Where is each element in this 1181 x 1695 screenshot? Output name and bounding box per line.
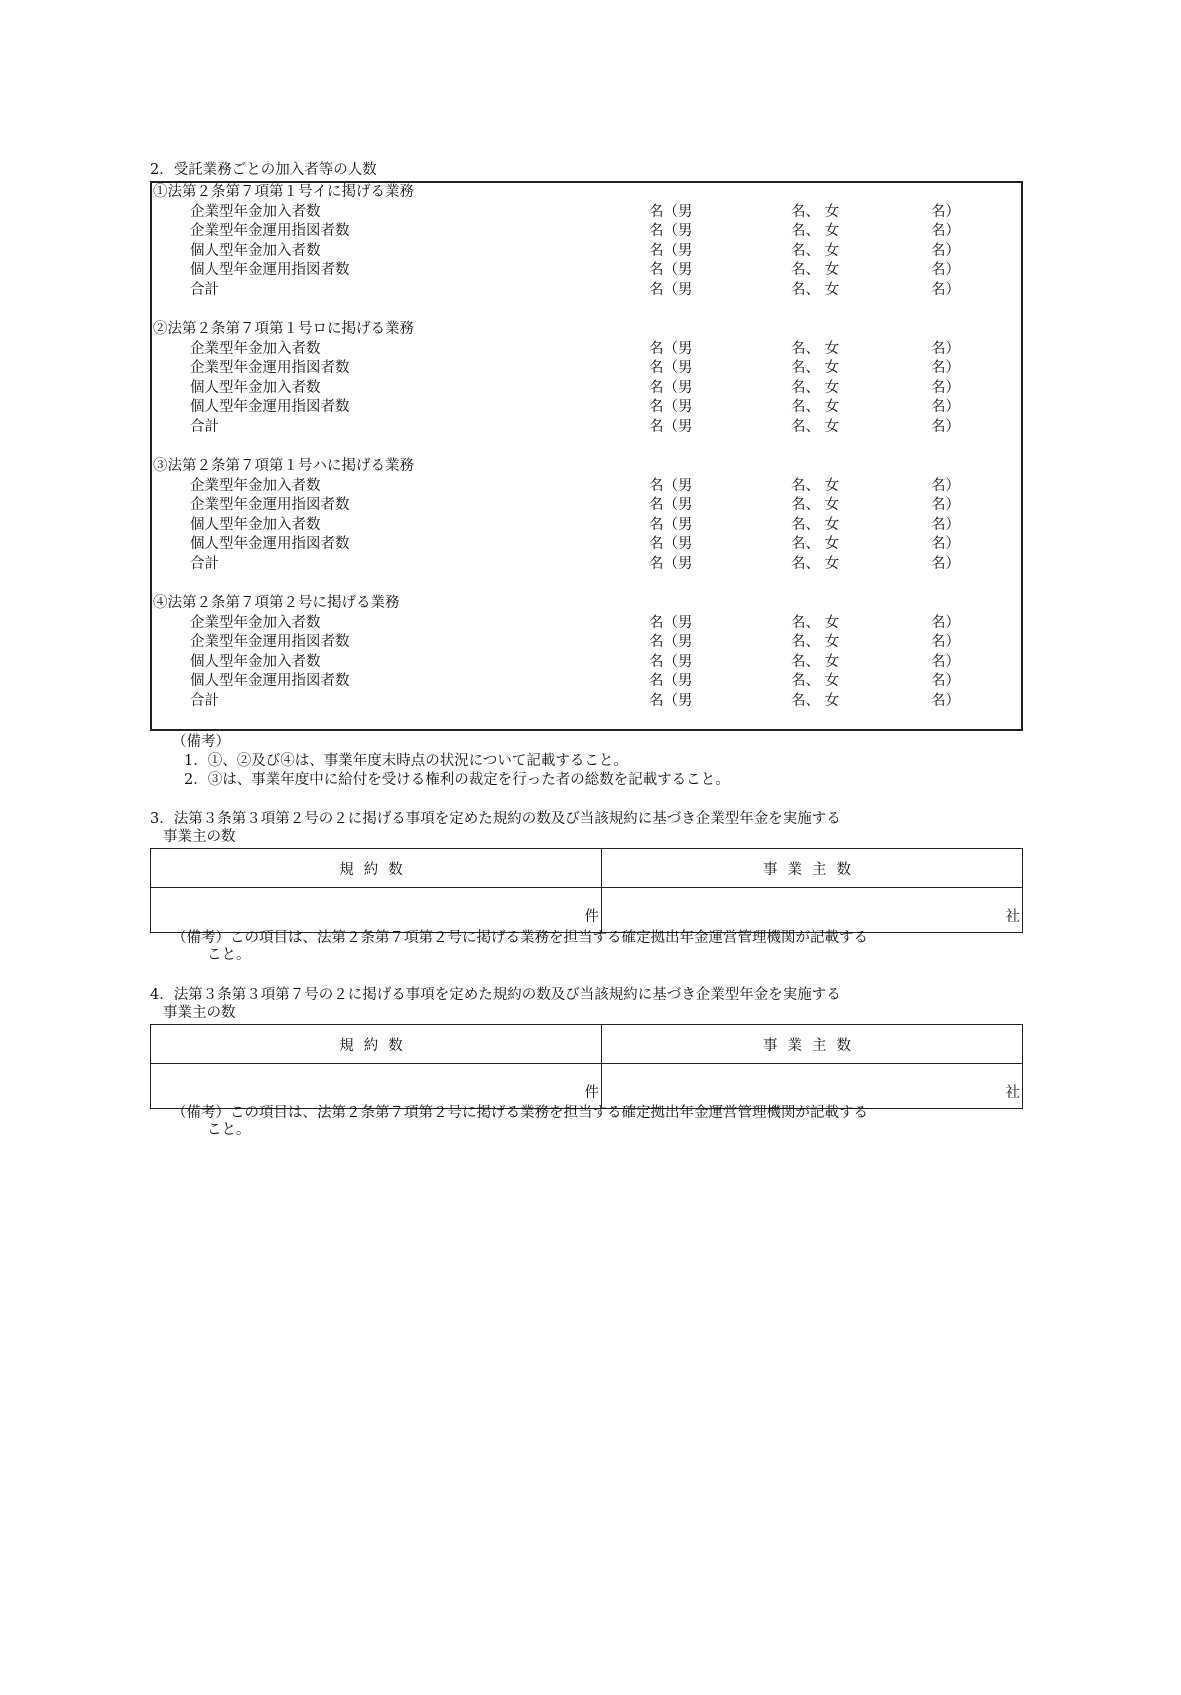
total-count-field[interactable]: 名（男 (649, 379, 693, 396)
total-count-field[interactable]: 名（男 (649, 653, 693, 670)
male-count-field[interactable]: 名、 女 (791, 340, 840, 357)
count-row (152, 496, 1021, 516)
count-row (152, 261, 1021, 281)
male-count-field[interactable]: 名、 女 (791, 419, 840, 435)
count-row (152, 653, 1021, 673)
count-row (152, 340, 1021, 360)
row-label: 個人型年金運用指図者数 (190, 399, 350, 416)
male-count-field[interactable]: 名、 女 (791, 223, 840, 240)
count-row (152, 379, 1021, 399)
section4-heading-cont: 事業主の数 (163, 1005, 236, 1021)
col-kiyaku-count: 規約数 (151, 1025, 602, 1064)
col-kiyaku-count: 規約数 (151, 849, 602, 888)
female-count-field[interactable]: 名） (931, 536, 960, 553)
total-count-field[interactable]: 名（男 (649, 536, 693, 553)
female-count-field[interactable]: 名） (931, 399, 960, 416)
female-count-field[interactable]: 名） (931, 419, 960, 435)
count-row (152, 633, 1021, 653)
total-count-field[interactable]: 名（男 (649, 673, 693, 690)
male-count-field[interactable]: 名、 女 (791, 282, 840, 298)
section4-note: （備考）この項目は、法第２条第７項第２号に掲げる業務を担当する確定拠出年金運営管理機関が記載する (172, 1105, 868, 1121)
count-row (152, 398, 1021, 418)
total-count-field[interactable]: 名（男 (649, 497, 693, 514)
count-row (152, 359, 1021, 379)
note-2: 2．③は、事業年度中に給付を受ける権利の裁定を行った者の総数を記載すること。 (184, 772, 730, 788)
male-count-field[interactable]: 名、 女 (791, 379, 840, 396)
male-count-field[interactable]: 名、 女 (791, 262, 840, 279)
total-count-field[interactable]: 名（男 (649, 399, 693, 416)
male-count-field[interactable]: 名、 女 (791, 614, 840, 631)
row-label: 合計 (190, 693, 219, 709)
male-count-field[interactable]: 名、 女 (791, 516, 840, 533)
male-count-field[interactable]: 名、 女 (791, 556, 840, 572)
count-row (152, 203, 1021, 223)
total-count-field[interactable]: 名（男 (649, 477, 693, 494)
count-row (152, 477, 1021, 497)
total-count-field[interactable]: 名（男 (649, 360, 693, 377)
total-count-field[interactable]: 名（男 (649, 262, 693, 279)
row-label: 合計 (190, 282, 219, 298)
total-count-field[interactable]: 名（男 (649, 203, 693, 220)
female-count-field[interactable]: 名） (931, 673, 960, 690)
row-label: 企業型年金加入者数 (190, 340, 321, 357)
row-label: 企業型年金運用指図者数 (190, 360, 350, 377)
male-count-field[interactable]: 名、 女 (791, 203, 840, 220)
female-count-field[interactable]: 名） (931, 379, 960, 396)
col-employer-count: 事業主数 (602, 1025, 1023, 1064)
count-row (152, 555, 1021, 575)
section4-note-cont: こと。 (207, 1122, 251, 1138)
female-count-field[interactable]: 名） (931, 282, 960, 298)
block-title: ④法第２条第７項第２号に掲げる業務 (153, 595, 400, 611)
total-count-field[interactable]: 名（男 (649, 693, 693, 709)
row-label: 個人型年金加入者数 (190, 516, 321, 533)
female-count-field[interactable]: 名） (931, 262, 960, 279)
col-employer-count: 事業主数 (602, 849, 1023, 888)
section2-heading: 2．受託業務ごとの加入者等の人数 (150, 162, 377, 178)
female-count-field[interactable]: 名） (931, 693, 960, 709)
section3-table (150, 848, 1023, 933)
count-row (152, 516, 1021, 536)
row-label: 企業型年金加入者数 (190, 477, 321, 494)
unit-sha: 社 (1005, 1085, 1020, 1101)
female-count-field[interactable]: 名） (931, 516, 960, 533)
row-label: 個人型年金加入者数 (190, 379, 321, 396)
row-label: 合計 (190, 419, 219, 435)
total-count-field[interactable]: 名（男 (649, 223, 693, 240)
female-count-field[interactable]: 名） (931, 556, 960, 572)
total-count-field[interactable]: 名（男 (649, 419, 693, 435)
total-count-field[interactable]: 名（男 (649, 340, 693, 357)
row-label: 企業型年金運用指図者数 (190, 634, 350, 651)
block-title: ①法第２条第７項第１号イに掲げる業務 (153, 184, 414, 200)
female-count-field[interactable]: 名） (931, 497, 960, 514)
total-count-field[interactable]: 名（男 (649, 556, 693, 572)
kiyaku-count-field[interactable] (151, 888, 602, 933)
unit-ken: 件 (584, 909, 599, 925)
total-count-field[interactable]: 名（男 (649, 516, 693, 533)
unit-sha: 社 (1005, 909, 1020, 925)
total-count-field[interactable]: 名（男 (649, 614, 693, 631)
male-count-field[interactable]: 名、 女 (791, 673, 840, 690)
total-count-field[interactable]: 名（男 (649, 634, 693, 651)
female-count-field[interactable]: 名） (931, 634, 960, 651)
count-row (152, 692, 1021, 712)
row-label: 個人型年金加入者数 (190, 242, 321, 259)
female-count-field[interactable]: 名） (931, 653, 960, 670)
count-row (152, 281, 1021, 301)
row-label: 企業型年金運用指図者数 (190, 497, 350, 514)
row-label: 合計 (190, 556, 219, 572)
male-count-field[interactable]: 名、 女 (791, 653, 840, 670)
female-count-field[interactable]: 名） (931, 242, 960, 259)
count-row (152, 535, 1021, 555)
row-label: 企業型年金加入者数 (190, 203, 321, 220)
female-count-field[interactable]: 名） (931, 203, 960, 220)
block-title: ②法第２条第７項第１号ロに掲げる業務 (153, 321, 414, 337)
row-label: 企業型年金加入者数 (190, 614, 321, 631)
male-count-field[interactable]: 名、 女 (791, 242, 840, 259)
section3-note: （備考）この項目は、法第２条第７項第２号に掲げる業務を担当する確定拠出年金運営管理機関が記載する (172, 930, 868, 946)
employer-count-field[interactable] (602, 888, 1023, 933)
section3-heading: 3．法第３条第３項第２号の２に掲げる事項を定めた規約の数及び当該規約に基づき企業型年金を実施する (150, 811, 841, 827)
count-row (152, 222, 1021, 242)
count-row (152, 614, 1021, 634)
male-count-field[interactable]: 名、 女 (791, 360, 840, 377)
row-label: 個人型年金運用指図者数 (190, 536, 350, 553)
count-row (152, 242, 1021, 262)
female-count-field[interactable]: 名） (931, 477, 960, 494)
row-label: 個人型年金加入者数 (190, 653, 321, 670)
female-count-field[interactable]: 名） (931, 614, 960, 631)
row-label: 個人型年金運用指図者数 (190, 262, 350, 279)
row-label: 個人型年金運用指図者数 (190, 673, 350, 690)
total-count-field[interactable]: 名（男 (649, 242, 693, 259)
employer-count-field[interactable] (602, 1064, 1023, 1109)
notes-title: （備考） (172, 734, 230, 750)
total-count-field[interactable]: 名（男 (649, 282, 693, 298)
section3-note-cont: こと。 (207, 947, 251, 963)
member-count-box (150, 181, 1023, 731)
note-1: 1．①、②及び④は、事業年度末時点の状況について記載すること。 (184, 753, 628, 769)
male-count-field[interactable]: 名、 女 (791, 399, 840, 416)
count-row (152, 672, 1021, 692)
male-count-field[interactable]: 名、 女 (791, 497, 840, 514)
male-count-field[interactable]: 名、 女 (791, 634, 840, 651)
block-title: ③法第２条第７項第１号ハに掲げる業務 (153, 458, 414, 474)
row-label: 企業型年金運用指図者数 (190, 223, 350, 240)
male-count-field[interactable]: 名、 女 (791, 693, 840, 709)
section4-heading: 4．法第３条第３項第７号の２に掲げる事項を定めた規約の数及び当該規約に基づき企業型年金を実施する (150, 987, 841, 1003)
count-row (152, 418, 1021, 438)
female-count-field[interactable]: 名） (931, 223, 960, 240)
unit-ken: 件 (584, 1085, 599, 1101)
female-count-field[interactable]: 名） (931, 340, 960, 357)
kiyaku-count-field[interactable] (151, 1064, 602, 1109)
male-count-field[interactable]: 名、 女 (791, 536, 840, 553)
section3-heading-cont: 事業主の数 (163, 829, 236, 845)
male-count-field[interactable]: 名、 女 (791, 477, 840, 494)
female-count-field[interactable]: 名） (931, 360, 960, 377)
section4-table (150, 1024, 1023, 1109)
